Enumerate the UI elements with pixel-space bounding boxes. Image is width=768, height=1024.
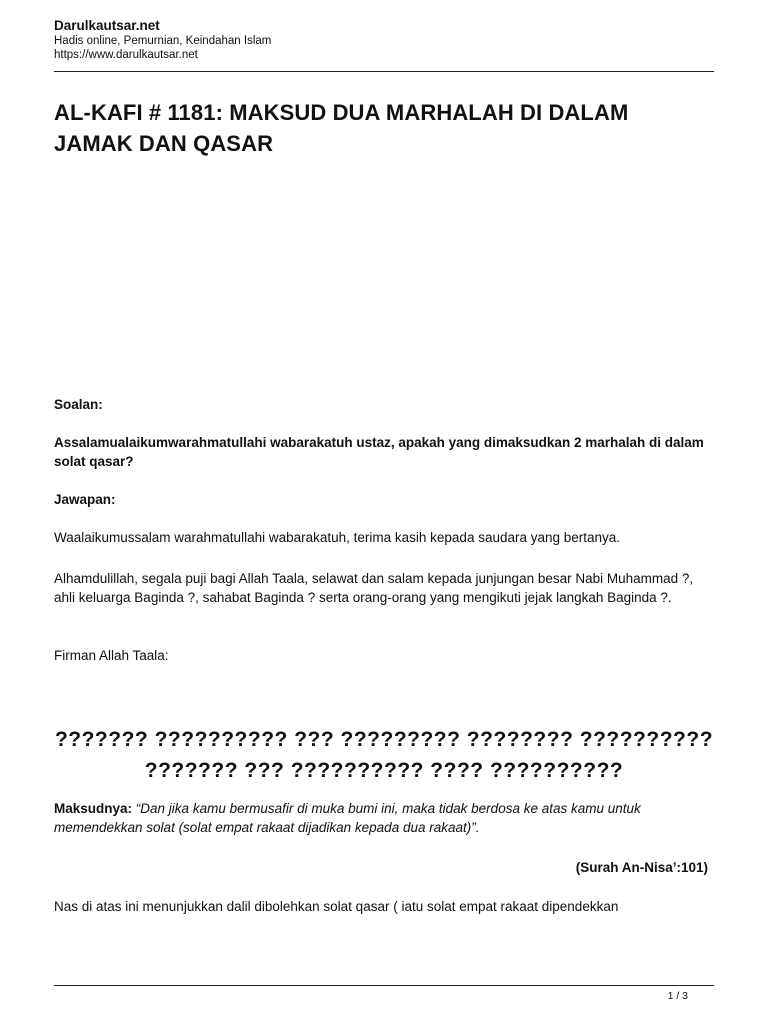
firman-intro: Firman Allah Taala: [54, 648, 169, 663]
answer-label: Jawapan: [54, 492, 116, 507]
article-title: AL-KAFI # 1181: MAKSUD DUA MARHALAH DI DALAM JAMAK DAN QASAR [54, 100, 629, 156]
question-text: Assalamualaikumwarahmatullahi wabarakatuh ustaz, apakah yang dimaksudkan 2 marhalah di dalam solat qasar? [54, 435, 704, 469]
site-header [54, 17, 714, 62]
page-number: 1 / 3 [667, 990, 688, 1002]
meaning-label: Maksudnya: [54, 801, 133, 816]
site-url[interactable]: https://www.darulkautsar.net [54, 49, 198, 61]
greeting-paragraph: Waalaikumussalam warahmatullahi wabarakatuh, terima kasih kepada saudara yang bertanya. [54, 530, 621, 545]
surah-reference: (Surah An-Nisa’:101) [575, 860, 708, 875]
meaning-paragraph [54, 799, 714, 837]
question-label: Soalan: [54, 397, 103, 412]
meaning-text: “Dan jika kamu bermusafir di muka bumi ini, maka tidak berdosa ke atas kamu untuk memendekkan solat (solat empat rakaat dijadikan kepada dua rakaat)”. [54, 801, 641, 835]
arabic-verse: ??????? ?????????? ??? ????????? ???????? ?????????? ??????? ??? ?????????? ???? ?????????? [54, 728, 714, 782]
praise-paragraph: Alhamdulillah, segala puji bagi Allah Taala, selawat dan salam kepada junjungan besar Nabi Muhammad ?, ahli keluarga Baginda ?, sahabat Baginda ? serta orang-orang yang mengikuti jejak langkah Baginda ?. [54, 571, 694, 605]
closing-paragraph: Nas di atas ini menunjukkan dalil dibolehkan solat qasar ( iatu solat empat rakaat dipendekkan [54, 899, 619, 914]
header-divider [54, 71, 714, 72]
site-tagline: Hadis online, Pemurnian, Keindahan Islam [54, 35, 272, 47]
footer-divider [54, 985, 714, 986]
site-name: Darulkautsar.net [54, 18, 160, 33]
